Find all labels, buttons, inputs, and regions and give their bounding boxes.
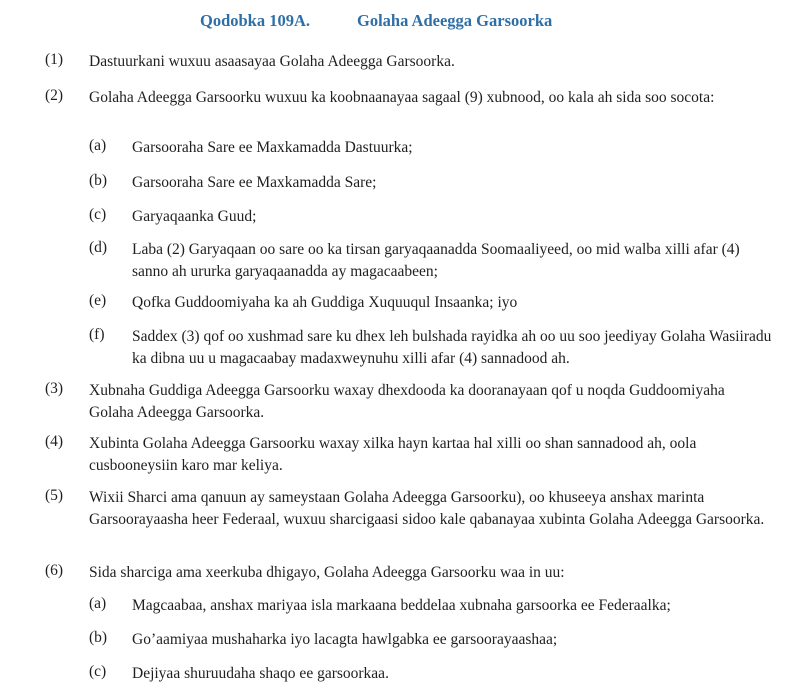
subclause-label: (d) [89,239,108,256]
subclause-text: Go’aamiyaa mushaharka iyo lacagta hawlgabka ee garsoorayaashaa; [132,631,558,648]
clause-label: (2) [45,87,64,104]
subclause-text: Qofka Guddoomiyaha ka ah Guddiga Xuquuqul Insaanka; iyo [132,294,518,311]
clause-text: Sida sharciga ama xeerkuba dhigayo, Golaha Adeegga Garsoorku waa in uu: [89,564,565,581]
clause-label: (1) [45,51,64,68]
subclause-text: Saddex (3) qof oo xushmad sare ku dhex leh bulshada rayidka ah oo uu soo jeediyay Golaha Wasiiradu ka dibna uu u magacaabay madaxweynuhu xilli afar (4) sannadood ah. [132,328,772,367]
subclause-text: Laba (2) Garyaqaan oo sare oo ka tirsan garyaqaanadda Soomaaliyeed, oo mid walba xilli afar (4) sanno ah ururka garyaqaanadda ay magacaabeen; [132,241,740,280]
article-heading: Golaha Adeegga Garsoorka [357,11,553,30]
clause-text: Golaha Adeegga Garsoorku wuxuu ka koobnaanayaa sagaal (9) xubnood, oo kala ah sida soo socota: [89,89,715,106]
subclause-text: Magcaabaa, anshax mariyaa isla markaana beddelaa xubnaha garsoorka ee Federaalka; [132,597,671,614]
subclause-text: Garsooraha Sare ee Maxkamadda Sare; [132,174,377,191]
clause-label: (3) [45,380,64,397]
subclause-label: (c) [89,206,107,223]
clause-label: (6) [45,562,64,579]
clause-label: (4) [45,433,64,450]
article-number: Qodobka 109A. [200,11,311,30]
subclause-text: Garsooraha Sare ee Maxkamadda Dastuurka; [132,139,413,156]
subclause-label: (a) [89,595,107,612]
subclause-label: (c) [89,663,107,680]
subclause-label: (e) [89,292,107,309]
clause-text: Xubinta Golaha Adeegga Garsoorku waxay xilka hayn kartaa hal xilli oo shan sannadood ah, oola cusbooneysiin karo mar keliya. [89,435,697,474]
subclause-label: (a) [89,137,107,154]
clause-text: Dastuurkani wuxuu asaasayaa Golaha Adeegga Garsoorka. [89,53,455,70]
clause-label: (5) [45,487,64,504]
subclause-label: (b) [89,629,108,646]
clause-text: Xubnaha Guddiga Adeegga Garsoorku waxay dhexdooda ka dooranayaan qof u noqda Guddoomiyaha Golaha Adeegga Garsoorka. [89,382,725,421]
subclause-text: Dejiyaa shuruudaha shaqo ee garsoorkaa. [132,665,389,682]
subclause-label: (f) [89,326,105,343]
subclause-text: Garyaqaanka Guud; [132,208,257,225]
subclause-label: (b) [89,172,108,189]
article-title [200,11,552,31]
clause-text: Wixii Sharci ama qanuun ay sameystaan Golaha Adeegga Garsoorku), oo khuseeya anshax marinta Garsoorayaasha heer Federaal, wuxuu sharcigaasi sidoo kale qabanayaa xubinta Golaha Adeegga Garsoorka. [89,489,765,528]
